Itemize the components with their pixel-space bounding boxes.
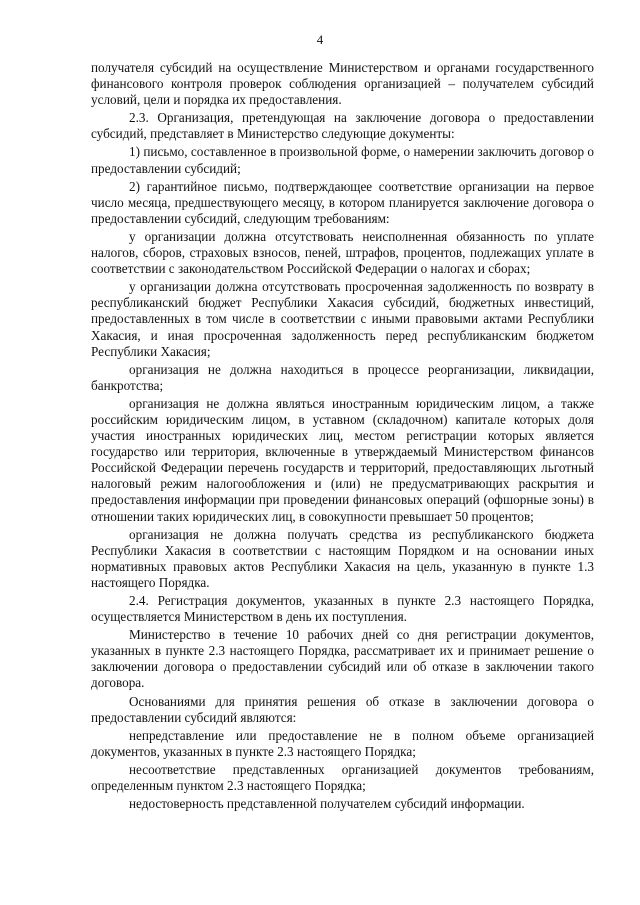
paragraph: у организации должна отсутствовать неисполненная обязанность по уплате налогов, сборов, страховых взносов, пеней, штрафов, процентов, подлежащих уплате в соответствии с законодательством Российской Федерации о налогах и сборах; <box>91 228 594 277</box>
paragraph: несоответствие представленных организацией документов требованиям, определенным пунктом 2.3 настоящего Порядка; <box>91 761 594 794</box>
paragraph: организация не должна находиться в процессе реорганизации, ликвидации, банкротства; <box>91 361 594 393</box>
document-body <box>91 60 594 812</box>
paragraph: организация не должна получать средства из республиканского бюджета Республики Хакасия в соответствии с настоящим Порядком и на основании иных нормативных правовых актов Республики Хакасия на цель, указанную в пункте 1.3 настоящего Порядка. <box>91 526 594 590</box>
paragraph: 2.3. Организация, претендующая на заключение договора о предоставлении субсидий, представляет в Министерство следующие документы: <box>91 110 594 142</box>
paragraph: организация не должна являться иностранным юридическим лицом, а также российским юридическим лицом, в уставном (складочном) капитале которых доля участия иностранных юридических лиц, местом регистрации которых является государство или территория, включенные в утверждаемый Министерством финансов Российской Федерации перечень государств и территорий, предоставляющих льготный налоговый режим налогообложения и (или) не предусматривающих раскрытия и предоставления информации при проведении финансовых операций (офшорные зоны) в отношении таких юридических лиц, в совокупности превышает 50 процентов; <box>91 395 594 524</box>
paragraph: недостоверность представленной получателем субсидий информации. <box>129 796 525 812</box>
paragraph: Основаниями для принятия решения об отказе в заключении договора о предоставлении субсидий являются: <box>91 693 594 725</box>
paragraph: 2) гарантийное письмо, подтверждающее соответствие организации на первое число месяца, предшествующего месяцу, в котором планируется заключение договора о предоставлении субсидий, следующим требованиям: <box>91 178 594 226</box>
paragraph: 1) письмо, составленное в произвольной форме, о намерении заключить договор о предоставлении субсидий; <box>91 144 594 176</box>
paragraph: Министерство в течение 10 рабочих дней со дня регистрации документов, указанных в пункте 2.3 настоящего Порядка, рассматривает их и принимает решение о заключении договора о предоставлении субсидий или об отказе в заключении такого договора. <box>91 627 594 691</box>
page-number: 4 <box>316 32 324 47</box>
paragraph: непредставление или предоставление не в полном объеме организацией документов, указанных в пункте 2.3 настоящего Порядка; <box>91 727 594 759</box>
paragraph: 2.4. Регистрация документов, указанных в пункте 2.3 настоящего Порядка, осуществляется Министерством в день их поступления. <box>91 593 594 625</box>
paragraph: у организации должна отсутствовать просроченная задолженность по возврату в республиканский бюджет Республики Хакасия субсидий, бюджетных инвестиций, предоставленных в том числе в соответствии с иными правовыми актами Республики Хакасия, и иная просроченная задолженность перед республиканским бюджетом Республики Хакасия; <box>91 279 594 359</box>
paragraph: получателя субсидий на осуществление Министерством и органами государственного финансового контроля проверок соблюдения организацией – получателем субсидий условий, цели и порядка их предоставления. <box>91 60 594 108</box>
